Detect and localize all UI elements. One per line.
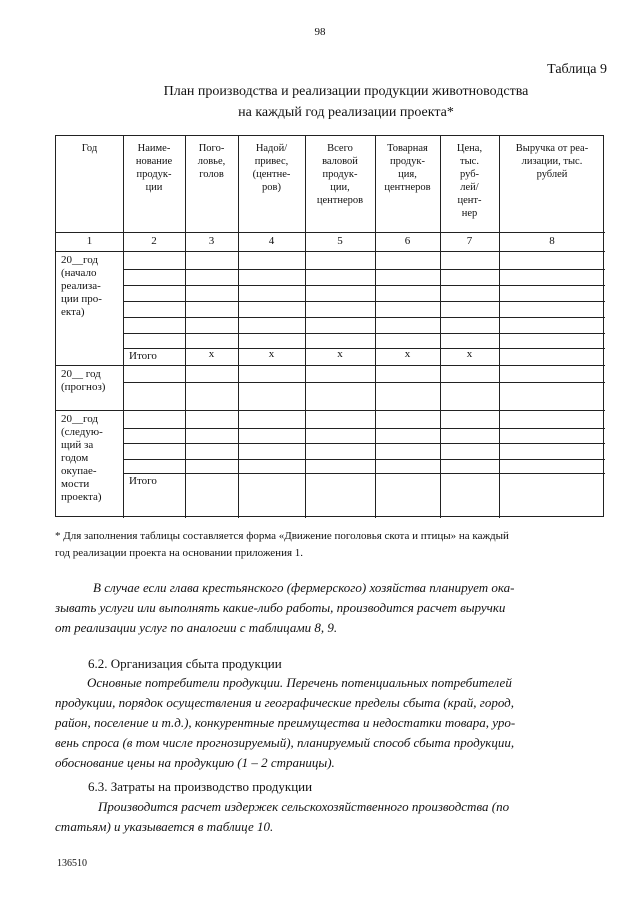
column-header-line: Год <box>81 143 98 154</box>
year-label-line: 20__год <box>61 254 99 266</box>
year-label-line: (прогноз) <box>61 381 106 393</box>
total-mark: х <box>268 348 275 360</box>
column-header-line: цент- <box>457 195 482 206</box>
footnote <box>55 528 605 562</box>
paragraph-line: статьям) и указывается в таблице 10. <box>55 819 274 834</box>
column-header-line: ции, <box>330 182 350 193</box>
year-label <box>61 254 123 364</box>
column-header-line: Товарная <box>387 143 428 154</box>
column-header-line: Наиме- <box>137 143 171 154</box>
column-number: 3 <box>208 235 215 247</box>
column-header <box>58 142 121 230</box>
column-header <box>187 142 236 230</box>
table-rule <box>56 365 605 366</box>
year-label-line: (следую- <box>61 426 103 438</box>
table-rule <box>499 136 500 518</box>
column-number: 5 <box>337 235 343 247</box>
column-number: 2 <box>151 235 157 247</box>
column-header <box>442 142 497 230</box>
column-header-line: продук- <box>389 156 425 167</box>
total-label: Итого <box>129 475 157 487</box>
column-header-line: лизации, тыс. <box>521 156 583 167</box>
column-header <box>240 142 303 230</box>
column-header-line: ров) <box>262 182 281 193</box>
column-header-line: Надой/ <box>255 143 288 154</box>
page-number: 98 <box>314 26 326 38</box>
column-header-line: Всего <box>327 143 353 154</box>
year-label <box>61 413 123 523</box>
column-header-line: ции <box>145 182 163 193</box>
column-header-line: продук- <box>136 169 172 180</box>
table-rule <box>123 301 605 302</box>
column-header-line: центнеров <box>316 195 364 206</box>
production-table <box>55 135 604 517</box>
column-header-line: ция, <box>398 169 417 180</box>
column-header-line: центнеров <box>384 182 431 193</box>
column-header-line: голов <box>199 169 224 180</box>
column-header <box>377 142 438 230</box>
table-rule <box>375 136 376 518</box>
table-rule <box>123 428 605 429</box>
year-label-line: мости <box>61 478 90 490</box>
paragraph-services <box>55 578 605 638</box>
paragraph-line: от реализации услуг по аналогии с таблицами 8, 9. <box>55 620 338 635</box>
total-mark: х <box>208 348 215 360</box>
table-label: Таблица 9 <box>547 62 607 77</box>
table-rule <box>123 269 605 270</box>
column-header-line: привес, <box>254 156 289 167</box>
column-header-line: ловье, <box>197 156 226 167</box>
section-6-2-title: 6.2. Организация сбыта продукции <box>88 656 282 671</box>
year-label-line: (начало <box>61 267 97 279</box>
year-label-line: проекта) <box>61 491 102 503</box>
column-header <box>307 142 373 230</box>
column-header-line: продук- <box>322 169 358 180</box>
year-label-line: 20__ год <box>61 368 101 380</box>
column-header <box>501 142 603 230</box>
table-rule <box>123 382 605 383</box>
paragraph-line: продукции, порядок осуществления и географические пределы сбыта (край, город, <box>55 695 514 710</box>
table-rule <box>238 136 239 518</box>
table-rule <box>305 136 306 518</box>
paragraph-line: район, поселение и т.д.), конкурентные преимущества и недостатки товара, уро- <box>55 715 516 730</box>
table-title-line: План производства и реализации продукции животноводства <box>163 84 529 99</box>
year-label-line: окупае- <box>61 465 97 477</box>
column-number: 8 <box>549 235 555 247</box>
table-rule <box>123 285 605 286</box>
paragraph-line: В случае если глава крестьянского (фермерского) хозяйства планирует ока- <box>93 580 515 595</box>
table-title-line: на каждый год реализации проекта* <box>238 105 454 120</box>
footnote-line: * Для заполнения таблицы составляется форма «Движение поголовья скота и птицы» на каждый <box>55 530 509 542</box>
paragraph-line: Основные потребители продукции. Перечень потенциальных потребителей <box>87 675 512 690</box>
column-header-line: нер <box>461 208 478 219</box>
table-rule <box>56 251 605 252</box>
table-rule <box>123 473 605 474</box>
year-label-line: ции про- <box>61 293 102 305</box>
table-rule <box>123 443 605 444</box>
table-rule <box>440 136 441 518</box>
table-rule <box>56 410 605 411</box>
column-header-line: руб- <box>459 169 480 180</box>
column-number: 1 <box>86 235 93 247</box>
column-header-line: Пого- <box>198 143 225 154</box>
table-rule <box>123 333 605 334</box>
column-header-line: лей/ <box>460 182 479 193</box>
paragraph-costs <box>55 797 605 837</box>
year-label-line: 20__год <box>61 413 99 425</box>
section-6-3-title: 6.3. Затраты на производство продукции <box>88 779 313 794</box>
table-title <box>0 81 640 123</box>
column-header-line: тыс. <box>460 156 479 167</box>
total-mark: х <box>404 348 411 360</box>
paragraph-line: обоснование цены на продукцию (1 – 2 страницы). <box>55 755 335 770</box>
paragraph-line: зывать услуги или выполнять какие-либо работы, производится расчет выручки <box>55 600 506 615</box>
column-number: 6 <box>404 235 411 247</box>
column-header-line: Цена, <box>456 143 483 154</box>
document-code: 136510 <box>57 858 87 869</box>
paragraph-line: вень спроса (в том числе прогнозируемый), планируемый способ сбыта продукции, <box>55 735 515 750</box>
column-header-line: рублей <box>536 169 568 180</box>
column-number: 7 <box>466 235 473 247</box>
year-label-line: реализа- <box>61 280 101 292</box>
column-header-line: нование <box>135 156 173 167</box>
total-label: Итого <box>129 350 157 362</box>
paragraph-line: Производится расчет издержек сельскохозяйственного производства (по <box>98 799 510 814</box>
column-header-line: Выручка от реа- <box>515 143 589 154</box>
table-rule <box>56 232 605 233</box>
column-header-line: (центне- <box>252 169 291 180</box>
table-rule <box>123 459 605 460</box>
column-number: 4 <box>268 235 275 247</box>
total-mark: х <box>337 348 343 360</box>
column-header <box>125 142 183 230</box>
total-mark: х <box>466 348 473 360</box>
table-rule <box>123 136 124 518</box>
paragraph-sales <box>55 673 605 773</box>
year-label-line: екта) <box>61 306 85 318</box>
year-label-line: щий за <box>61 439 94 451</box>
table-rule <box>185 136 186 518</box>
footnote-line: год реализации проекта на основании приложения 1. <box>55 547 304 559</box>
column-header-line: валовой <box>322 156 358 167</box>
table-rule <box>123 317 605 318</box>
year-label-line: годом <box>61 452 89 464</box>
